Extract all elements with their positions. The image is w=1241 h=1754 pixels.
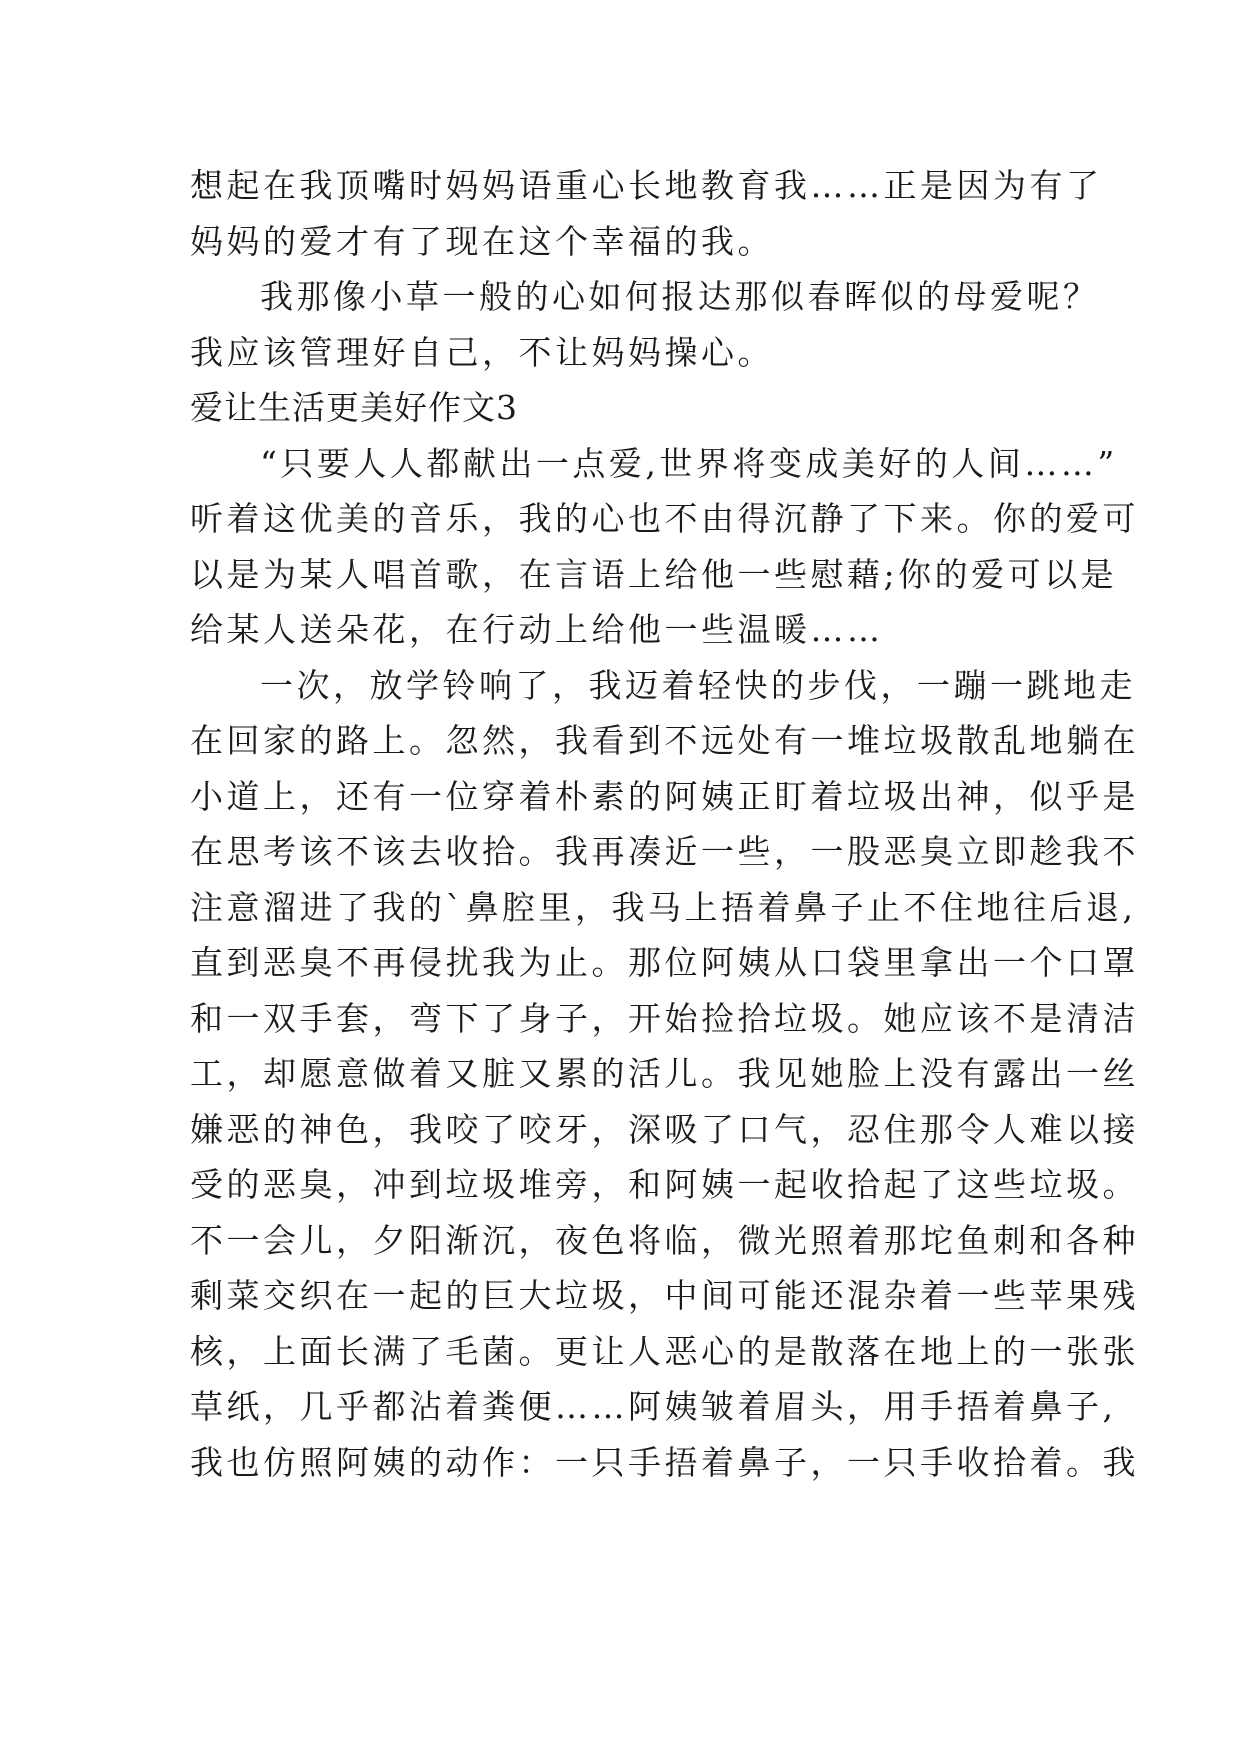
paragraph-first-line: 一次，放学铃响了，我迈着轻快的步伐，一蹦一跳地走 [260,665,1136,705]
text-line: 和一双手套，弯下了身子，开始捡拾垃圾。她应该不是清洁 [190,998,1139,1038]
text-line: 注意溜进了我的`鼻腔里，我马上捂着鼻子止不住地往后退, [190,887,1137,927]
text-line: 给某人送朵花，在行动上给他一些温暖…… [190,610,884,649]
text-line: 在思考该不该去收拾。我再凑近一些，一股恶臭立即趁我不 [190,832,1139,871]
text-line: 小道上，还有一位穿着朴素的阿姨正盯着垃圾出神，似乎是 [190,776,1139,816]
text-line: 受的恶臭，冲到垃圾堆旁，和阿姨一起收拾起了这些垃圾。 [190,1165,1139,1204]
paragraph-first-line: 我那像小草一般的心如何报达那似春晖似的母爱呢？ [260,277,1100,316]
text-line: 核，上面长满了毛菌。更让人恶心的是散落在地上的一张张 [190,1331,1139,1371]
text-line: 我也仿照阿姨的动作：一只手捂着鼻子，一只手收拾着。我 [190,1442,1139,1482]
text-line: 不一会儿，夕阳渐沉，夜色将临，微光照着那坨鱼刺和各种 [190,1220,1139,1260]
text-line: 在回家的路上。忽然，我看到不远处有一堆垃圾散乱地躺在 [190,721,1139,760]
text-line: 嫌恶的神色，我咬了咬牙，深吸了口气，忍住那令人难以接 [190,1109,1139,1149]
text-line: 妈妈的爱才有了现在这个幸福的我。 [190,221,774,261]
text-line: 工，却愿意做着又脏又累的活儿。我见她脸上没有露出一丝 [190,1054,1139,1093]
text-line: 草纸，几乎都沾着粪便……阿姨皱着眉头，用手捂着鼻子, [190,1387,1117,1426]
paragraph-first-line: “只要人人都献出一点爱,世界将变成美好的人间……” [260,443,1118,483]
text-line: 我应该管理好自己，不让妈妈操心。 [190,332,774,372]
text-line: 直到恶臭不再侵扰我为止。那位阿姨从口袋里拿出一个口罩 [190,943,1139,982]
section-heading: 爱让生活更美好作文3 [190,388,518,427]
document-body [190,158,1139,1490]
text-line: 想起在我顶嘴时妈妈语重心长地教育我……正是因为有了 [190,166,1103,205]
text-line: 以是为某人唱首歌，在言语上给他一些慰藉;你的爱可以是 [190,554,1118,594]
text-line: 听着这优美的音乐，我的心也不由得沉静了下来。你的爱可 [190,499,1139,538]
text-line: 剩菜交织在一起的巨大垃圾，中间可能还混杂着一些苹果残 [190,1276,1139,1315]
